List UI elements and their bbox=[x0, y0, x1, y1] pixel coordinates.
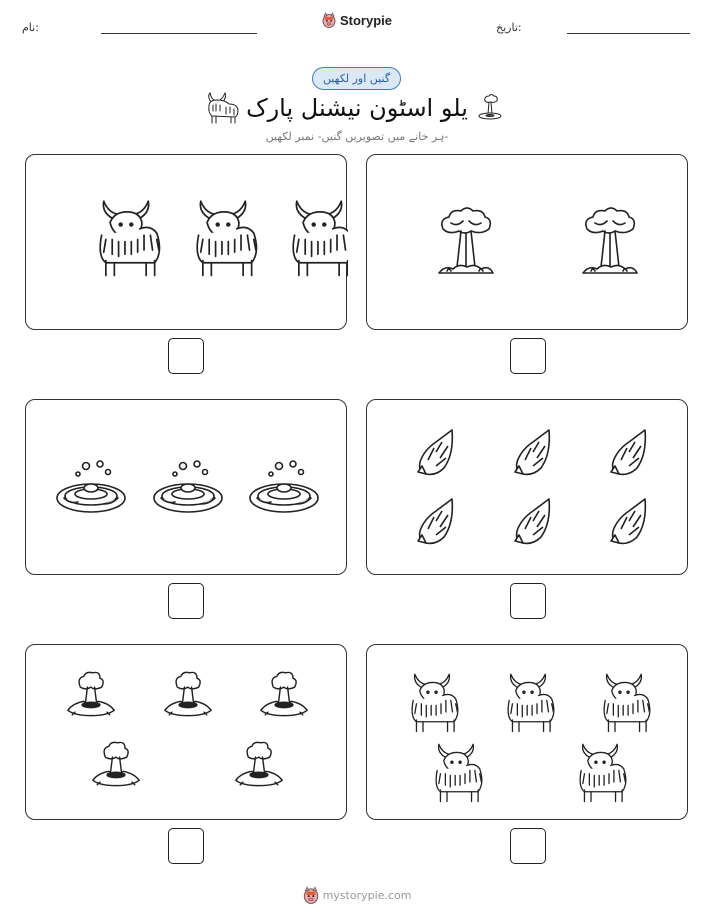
yak-icon bbox=[293, 201, 348, 275]
yak-icon bbox=[436, 744, 482, 801]
geyser-icon bbox=[583, 208, 637, 273]
mud-volcano-icon bbox=[236, 742, 282, 785]
instructions: ہر خانے میں تصویریں گنیں- نمبر لکھیں- bbox=[265, 130, 449, 143]
answer-box-arrowheads-6[interactable] bbox=[510, 583, 546, 619]
date-line[interactable] bbox=[567, 33, 690, 34]
worksheet-badge: گنیں اور لکھیں bbox=[312, 67, 401, 90]
arrowhead-group bbox=[367, 400, 689, 576]
geyser-group bbox=[367, 155, 689, 331]
card-geysers-2 bbox=[366, 154, 688, 330]
answer-box-mud-volcanoes-5[interactable] bbox=[168, 828, 204, 864]
mud-volcano-group bbox=[26, 645, 348, 821]
footer bbox=[0, 886, 714, 904]
card-hot-springs-3 bbox=[25, 399, 347, 575]
name-label: نام: bbox=[22, 21, 39, 34]
page-title: یلو اسٹون نیشنل پارک bbox=[246, 94, 468, 122]
hot-spring-icon bbox=[154, 461, 222, 512]
pig-mascot-icon bbox=[322, 12, 336, 28]
hot-spring-icon bbox=[250, 461, 318, 512]
yak-icon bbox=[580, 744, 626, 801]
yak-group bbox=[26, 155, 348, 331]
brand-name: Storypie bbox=[339, 12, 392, 28]
card-yaks-3 bbox=[25, 154, 347, 330]
arrowhead-icon bbox=[418, 430, 452, 474]
card-yaks-5 bbox=[366, 644, 688, 820]
yak-group-5 bbox=[367, 645, 689, 821]
card-mud-volcanoes-5 bbox=[25, 644, 347, 820]
arrowhead-icon bbox=[611, 499, 645, 543]
hot-spring-icon bbox=[57, 461, 125, 512]
answer-box-hot-springs-3[interactable] bbox=[168, 583, 204, 619]
answer-box-yaks-3[interactable] bbox=[168, 338, 204, 374]
mud-volcano-icon bbox=[93, 742, 139, 785]
yak-icon bbox=[604, 674, 650, 731]
geyser-icon bbox=[439, 208, 493, 273]
arrowhead-icon bbox=[515, 499, 549, 543]
yak-icon bbox=[412, 674, 458, 731]
name-line[interactable] bbox=[101, 33, 257, 34]
arrowhead-icon bbox=[611, 430, 645, 474]
pig-mascot-icon bbox=[303, 886, 319, 904]
mud-volcano-icon bbox=[165, 672, 211, 715]
card-arrowheads-6 bbox=[366, 399, 688, 575]
arrowhead-icon bbox=[418, 499, 452, 543]
answer-box-yaks-5[interactable] bbox=[510, 828, 546, 864]
mud-volcano-icon bbox=[68, 672, 114, 715]
arrowhead-icon bbox=[515, 430, 549, 474]
date-label: تاریخ: bbox=[496, 21, 522, 34]
hot-spring-group bbox=[26, 400, 348, 576]
footer-site[interactable]: mystorypie.com bbox=[322, 888, 412, 902]
mud-volcano-icon bbox=[261, 672, 307, 715]
yak-icon bbox=[197, 201, 256, 275]
geyser-icon bbox=[474, 92, 506, 124]
brand-logo bbox=[0, 12, 714, 28]
answer-box-geysers-2[interactable] bbox=[510, 338, 546, 374]
yak-icon bbox=[100, 201, 159, 275]
yak-icon bbox=[508, 674, 554, 731]
